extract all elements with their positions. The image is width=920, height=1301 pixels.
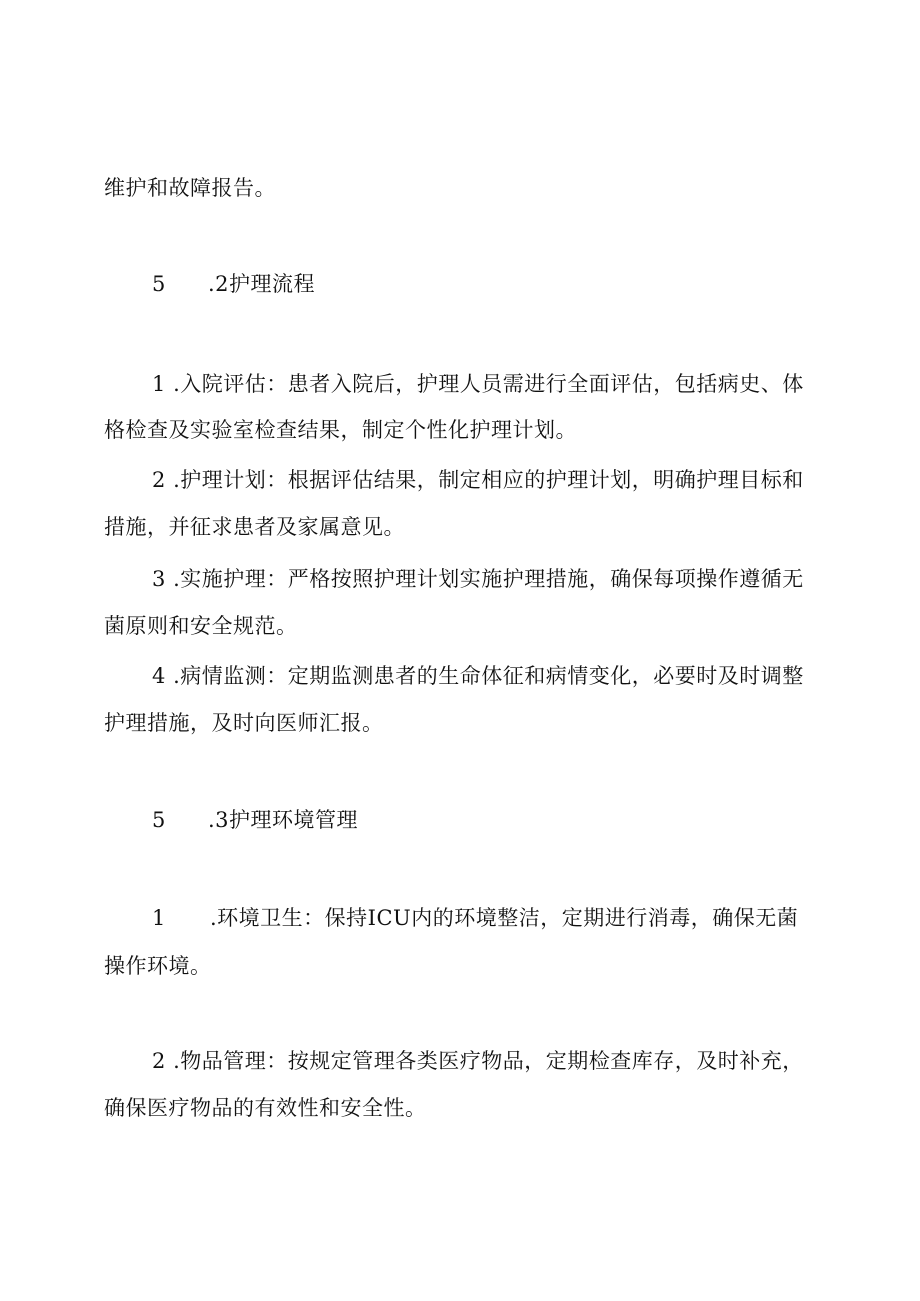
list-item-continuation: 菌原则和安全规范。 [104, 614, 298, 638]
list-item-line [152, 904, 798, 932]
list-item-line [152, 466, 804, 494]
list-item-number: 3 [152, 567, 166, 591]
list-item-number: 4 [152, 664, 166, 688]
list-item-text: .护理计划：根据评估结果，制定相应的护理计划，明确护理目标和 [173, 468, 804, 492]
section-heading-5-3 [152, 806, 358, 834]
section-title: .2护理流程 [208, 272, 316, 296]
list-item-text: .物品管理：按规定管理各类医疗物品，定期检查库存，及时补充， [173, 1049, 804, 1073]
list-item-number: 1 [152, 372, 166, 396]
list-item-continuation: 操作环境。 [104, 954, 212, 978]
section-heading-5-2 [152, 270, 315, 298]
list-item-line [152, 565, 804, 593]
continuation-text: 维护和故障报告。 [104, 176, 276, 200]
list-item-continuation: 措施，并征求患者及家属意见。 [104, 515, 405, 539]
list-item-number: 2 [152, 1049, 166, 1073]
list-item-number: 2 [152, 468, 166, 492]
list-item-continuation: 护理措施，及时向医师汇报。 [104, 711, 384, 735]
list-item-continuation: 格检查及实验室检查结果，制定个性化护理计划。 [104, 418, 577, 442]
list-item-text: .实施护理：严格按照护理计划实施护理措施，确保每项操作遵循无 [173, 567, 804, 591]
list-item-text: .环境卫生：保持ICU内的环境整洁，定期进行消毒，确保无菌 [210, 906, 799, 930]
section-number: 5 [152, 808, 166, 832]
list-item-text: .入院评估：患者入院后，护理人员需进行全面评估，包括病史、体 [173, 372, 804, 396]
list-item-text: .病情监测：定期监测患者的生命体征和病情变化，必要时及时调整 [173, 664, 804, 688]
section-title: .3护理环境管理 [208, 808, 359, 832]
list-item-line [152, 370, 804, 398]
list-item-line [152, 662, 804, 690]
list-item-line [152, 1047, 804, 1075]
list-item-continuation: 确保医疗物品的有效性和安全性。 [104, 1096, 427, 1120]
list-item-number: 1 [152, 906, 166, 930]
section-number: 5 [152, 272, 166, 296]
